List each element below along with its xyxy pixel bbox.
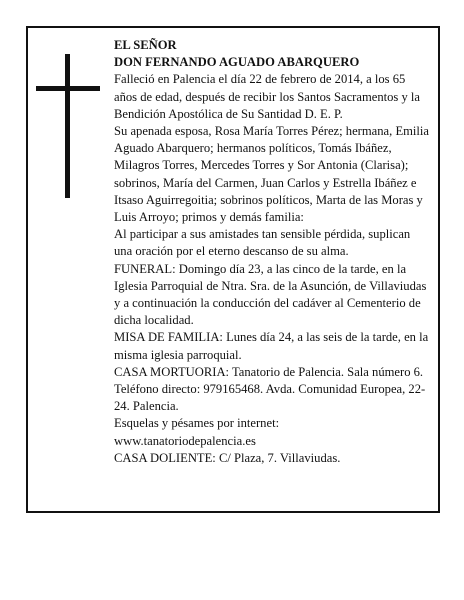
mourning-house-details: CASA DOLIENTE: C/ Plaza, 7. Villaviudas.: [114, 450, 341, 465]
cross-vertical-bar: [65, 54, 70, 198]
deceased-name: DON FERNANDO AGUADO ABARQUERO: [114, 55, 360, 70]
heading-line-1: EL SEÑOR: [114, 38, 177, 52]
family-list: Su apenada esposa, Rosa María Torres Pérez; hermana, Emilia Aguado Abarquero; hermanos políticos, Tomás Ibáñez, Milagros Torres, Mercedes Torres y Sor Antonia (Clarisa); sobrinos, María del Carmen, Juan Carlos y Estrella Ibáñez e Itsaso Aguirregoitia; sobrinos políticos, Marta de las Moras y Luis Arroyo; primos y demás familia:: [114, 124, 430, 225]
online-condolences-label: Esquelas y pésames por internet:: [114, 416, 280, 431]
cross-horizontal-bar: [36, 86, 100, 91]
cross-icon: [36, 54, 100, 198]
funeral-home-details: CASA MORTUORIA: Tanatorio de Palencia. Sala número 6. Teléfono directo: 979165468. Avda. Comunidad Europea, 22-24. Palencia.: [114, 364, 426, 414]
website-link[interactable]: www.tanatoriodepalencia.es: [114, 433, 256, 448]
family-mass-details: MISA DE FAMILIA: Lunes día 24, a las seis de la tarde, en la misma iglesia parroquial.: [114, 330, 429, 362]
death-announcement: Falleció en Palencia el día 22 de febrero de 2014, a los 65 años de edad, después de recibir los Santos Sacramentos y la Bendición Apostólica de Su Santidad D. E. P.: [114, 72, 421, 121]
prayer-request: Al participar a sus amistades tan sensible pérdida, suplican una oración por el eterno descanso de su alma.: [114, 227, 411, 259]
obituary-text: [114, 37, 430, 467]
funeral-details: FUNERAL: Domingo día 23, a las cinco de la tarde, en la Iglesia Parroquial de Ntra. Sra. de la Asunción, de Villaviudas y a continuación la conducción del cadáver al Cementerio de dicha localidad.: [114, 261, 427, 328]
